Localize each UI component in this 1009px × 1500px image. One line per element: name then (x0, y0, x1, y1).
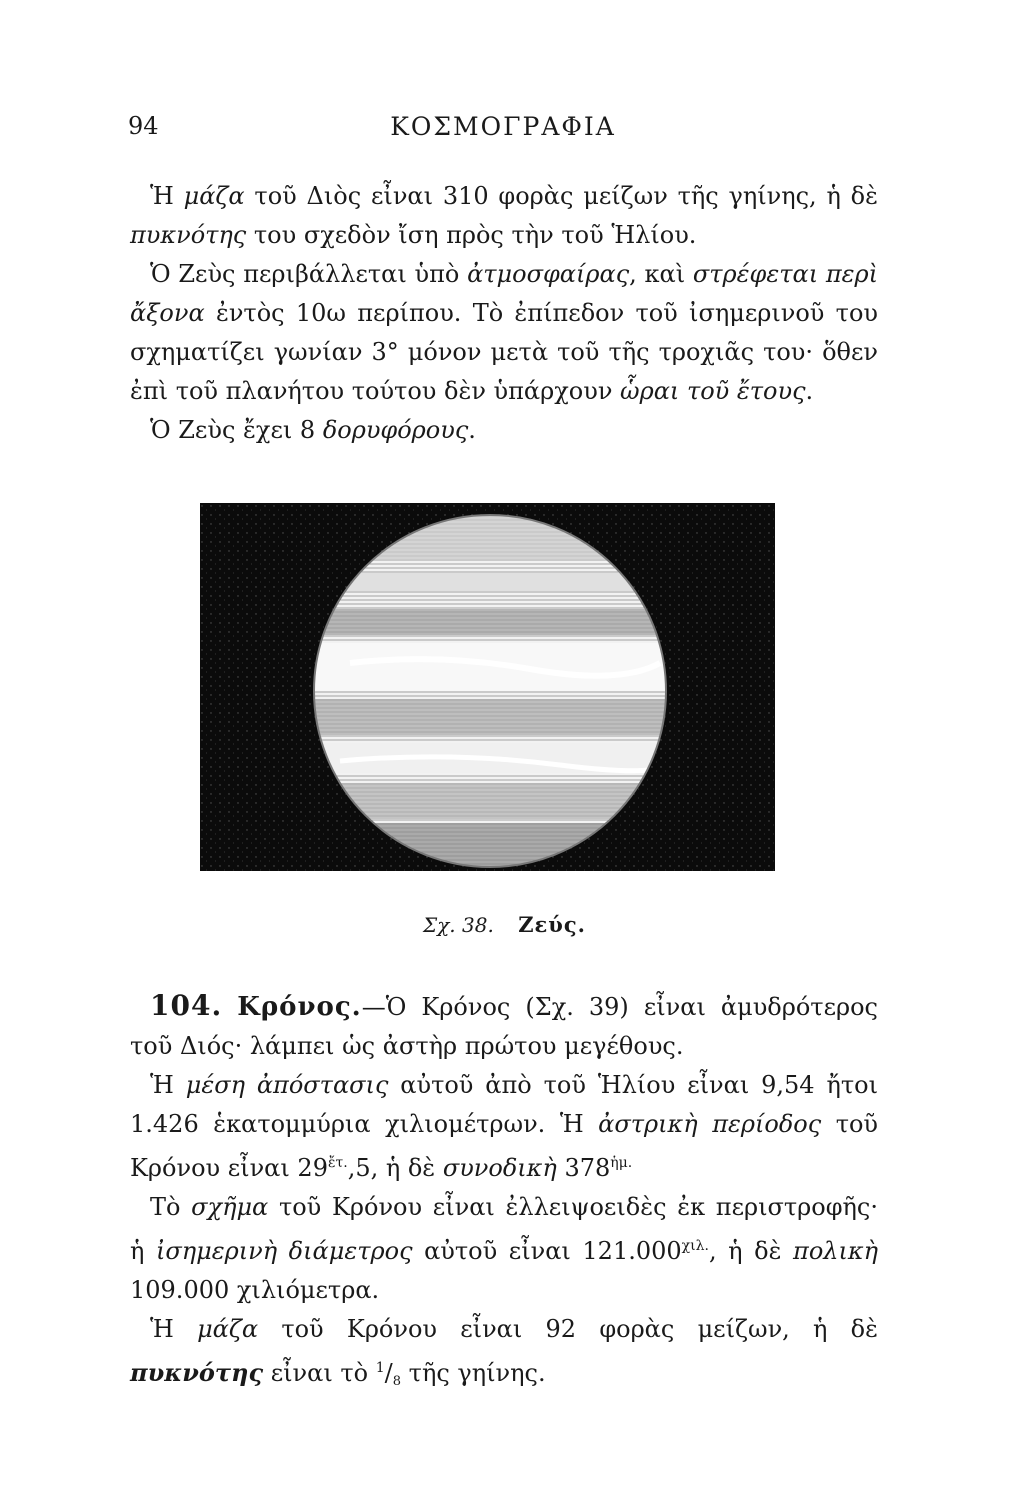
figure-number: Σχ. 38. (423, 913, 494, 937)
figure-caption (0, 912, 1009, 937)
text-run: ἀτμοσφαίρας (467, 260, 630, 288)
text-run: Ἡ (150, 1315, 198, 1343)
text-run: ὧραι τοῦ ἔτους (620, 377, 806, 405)
jupiter-illustration (200, 503, 775, 871)
text-run: σχῆμα (191, 1193, 269, 1221)
section-paragraph (130, 986, 878, 1066)
text-run: αὐτοῦ εἶναι 121.000 (412, 1237, 682, 1265)
text-run: / (384, 1359, 393, 1387)
text-run: τοῦ Κρόνου εἶναι 92 φορὰς μείζων, ἡ δὲ (258, 1315, 878, 1343)
text-run: ἀστρικὴ περίοδος (598, 1110, 822, 1138)
text-run: ἐντὸς 10ω περίπου. Τὸ ἐπίπεδον τοῦ ἰσημερινοῦ του σχηματίζει γωνίαν 3° μόνον μετὰ τοῦ τῆς τροχιᾶς του· ὅθεν ἐπὶ τοῦ πλανήτου τούτου δὲν ὑπάρχουν (130, 299, 878, 405)
text-run: πυκνότης (130, 221, 247, 249)
text-run: στρέφεται περὶ ἄξονα (130, 260, 879, 327)
text-run: Ἡ (150, 1071, 186, 1099)
text-run: , ἡ δὲ (708, 1237, 794, 1265)
text-run: . (468, 416, 476, 444)
text-run: Τὸ (150, 1193, 192, 1221)
paragraph (130, 1310, 878, 1401)
text-run: τοῦ Κρόνου εἶναι 29 (130, 1110, 879, 1182)
text-run: μέση ἀπόστασις (185, 1071, 389, 1099)
text-block-saturn (130, 986, 878, 1401)
text-run: πυκνότης (130, 1358, 264, 1387)
text-run: του σχεδὸν ἴση πρὸς τὴν τοῦ Ἡλίου. (246, 221, 697, 249)
text-run: αὐτοῦ ἀπὸ τοῦ Ἡλίου εἶναι 9,54 ἤτοι 1.426 ἑκατομμύρια χιλιομέτρων. Ἡ (130, 1071, 878, 1138)
text-run: ἔτ. (327, 1155, 348, 1171)
text-run: , καὶ (629, 260, 693, 288)
text-run: εἶναι τὸ (263, 1359, 376, 1387)
text-run: μάζα (197, 1315, 259, 1343)
text-run: τοῦ Κρόνου εἶναι ἐλλειψοειδὲς ἐκ περιστροφῆς· ἡ (130, 1193, 878, 1265)
text-run: . (805, 377, 814, 405)
paragraph (130, 1188, 878, 1310)
text-run: ἡμ. (610, 1155, 633, 1171)
text-run: 1 (375, 1360, 385, 1376)
section-title: Κρόνος. (237, 992, 362, 1022)
text-run: τῆς γηίνης. (401, 1359, 546, 1387)
paragraph (130, 1066, 878, 1188)
text-run: συνοδικὴ (442, 1154, 557, 1182)
jupiter-engraving (200, 503, 775, 871)
paragraph (130, 411, 878, 450)
running-head: ΚΟΣΜΟΓΡΑΦΙΑ (390, 112, 616, 141)
text-run: ,5, ἡ δὲ (347, 1154, 443, 1182)
text-run: ἰσημερινὴ διάμετρος (155, 1237, 413, 1265)
text-run: χιλ. (681, 1238, 709, 1254)
text-run: μάζα (183, 182, 245, 210)
text-run: 378 (556, 1154, 611, 1182)
figure-name: Ζεύς. (518, 912, 586, 937)
text-block-jupiter (130, 177, 878, 450)
text-run: δορυφόρους (322, 416, 469, 444)
page-header (128, 112, 878, 152)
text-run: —Ὁ Κρόνος (Σχ. 39) εἶναι ἀμυδρότερος τοῦ Διός· λάμπει ὡς ἀστὴρ πρώτου μεγέθους. (130, 993, 878, 1060)
text-run: Ὁ Ζεὺς περιβάλλεται ὑπὸ (150, 260, 468, 288)
section-number: 104. (150, 989, 223, 1022)
paragraph (130, 255, 878, 411)
text-run: Ἡ (150, 182, 184, 210)
text-run: τοῦ Διὸς εἶναι 310 φορὰς μείζων τῆς γηίνης, ἡ δὲ (244, 182, 878, 210)
text-run: 109.000 χιλιόμετρα. (130, 1276, 380, 1304)
text-run: 8 (392, 1374, 402, 1389)
paragraph (130, 177, 878, 255)
page-number: 94 (128, 112, 159, 140)
text-run: Ὁ Ζεὺς ἔχει 8 (150, 416, 323, 444)
text-run: πολικὴ (793, 1237, 879, 1265)
